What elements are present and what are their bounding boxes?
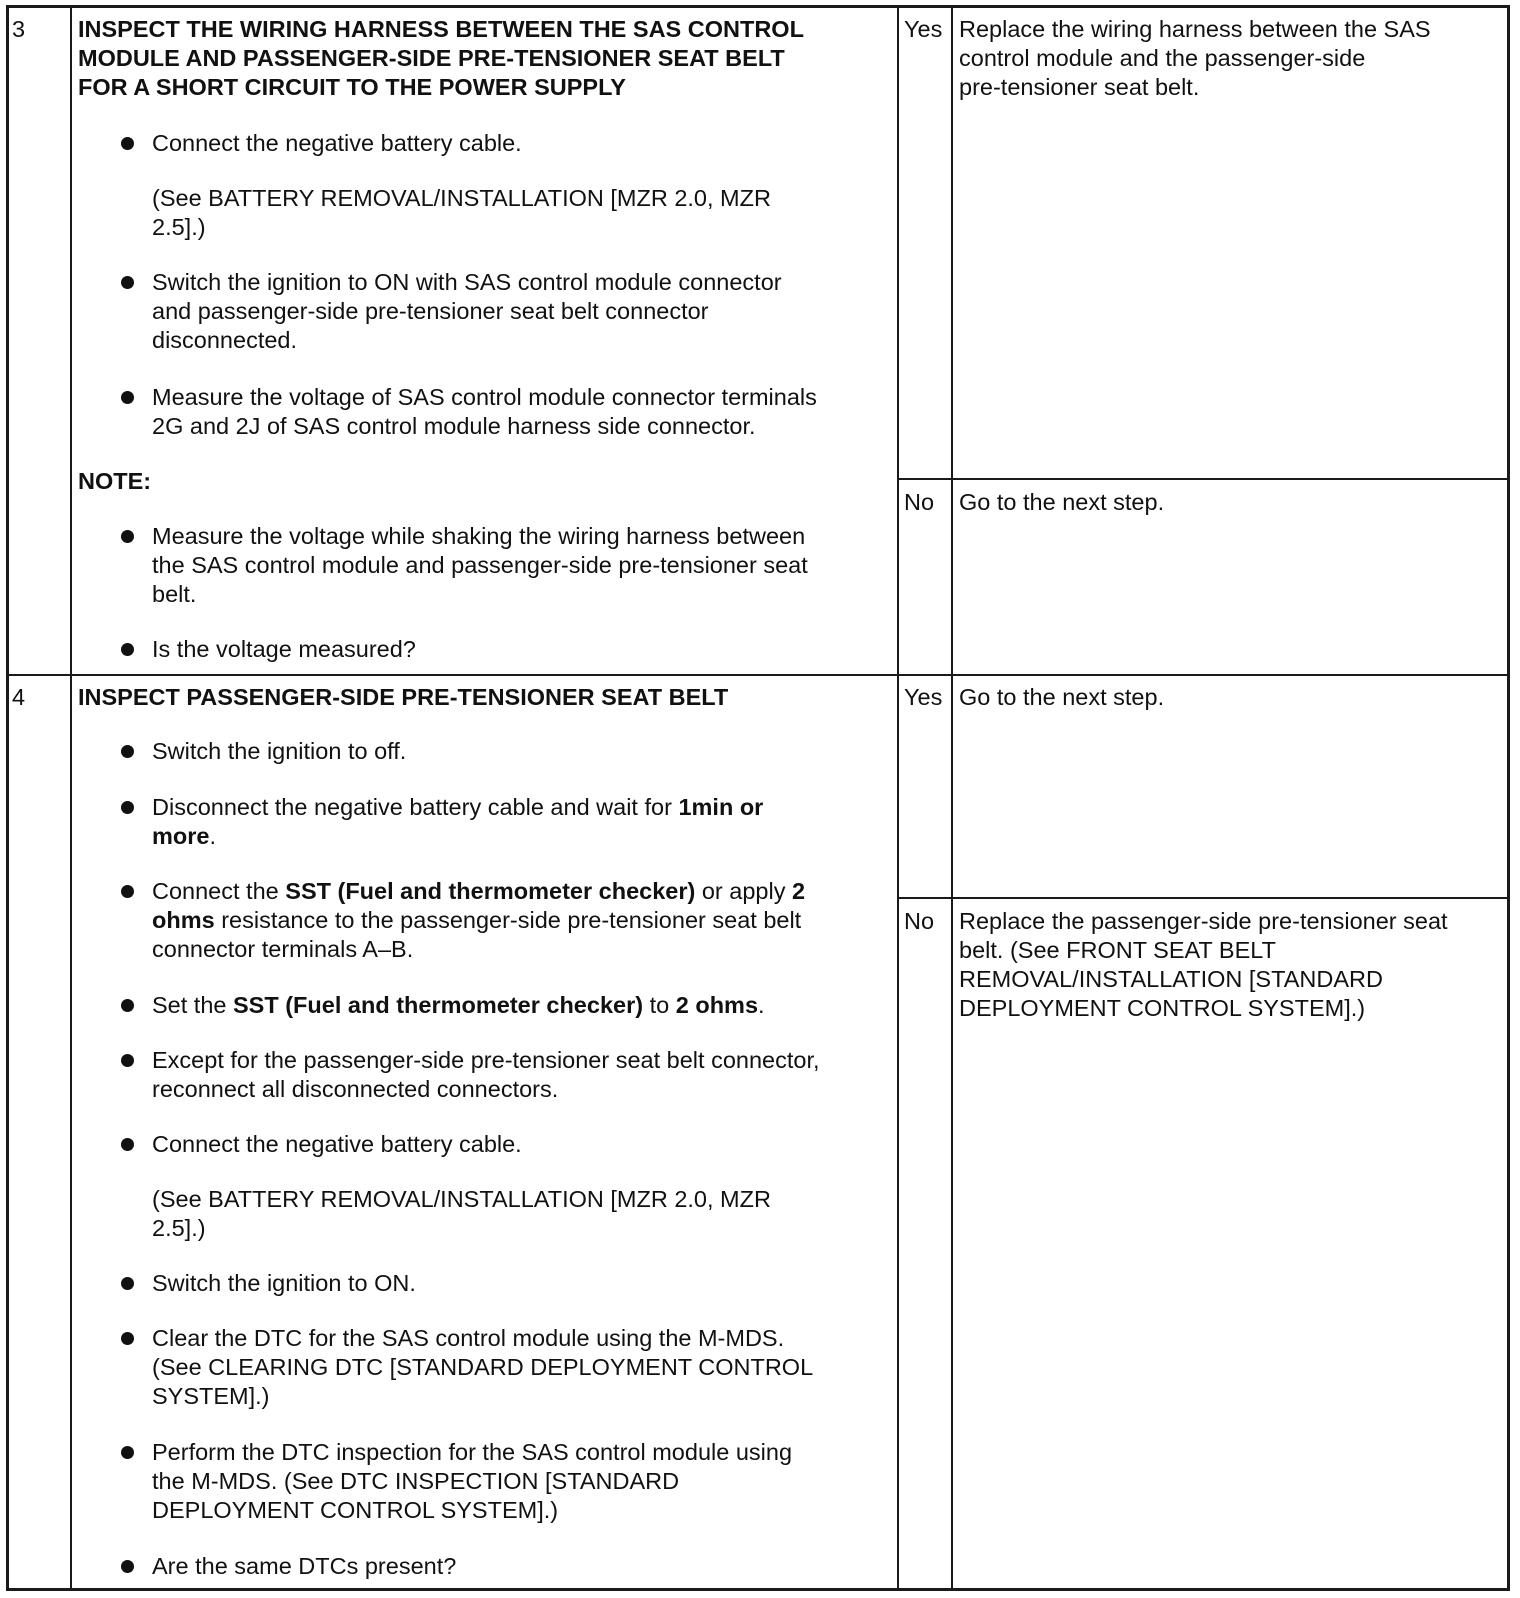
list-item [152,822,216,852]
yes-action: pre-tensioner seat belt. [959,74,1200,100]
no-label: No [904,908,935,934]
text-run-bold: more [152,823,210,849]
row-divider [898,478,1509,480]
list-item: Except for the passenger-side pre-tensioner seat belt connector, [152,1047,820,1073]
no-action: belt. (See FRONT SEAT BELT [959,937,1276,963]
bullet-icon [121,1054,134,1067]
bullet-icon [121,999,134,1012]
column-divider [70,6,72,1590]
list-item: disconnected. [152,327,298,353]
yes-action: Replace the wiring harness between the SAS [959,16,1431,42]
list-item: 2G and 2J of SAS control module harness side connector. [152,413,756,439]
list-item: Perform the DTC inspection for the SAS control module using [152,1439,793,1465]
reference-text: (See BATTERY REMOVAL/INSTALLATION [MZR 2.0, MZR [152,185,771,211]
column-divider [897,6,899,1590]
row-divider [898,897,1509,899]
column-divider [951,6,953,1590]
text-run-bold: SST (Fuel and thermometer checker) [233,992,644,1018]
no-action: Replace the passenger-side pre-tensioner seat [959,908,1448,934]
bullet-icon [121,801,134,814]
bullet-icon [121,1277,134,1290]
text-run: Set the [152,992,233,1018]
text-run: or apply [695,878,792,904]
question-item: Is the voltage measured? [152,636,416,662]
bullet-icon [121,885,134,898]
no-action: DEPLOYMENT CONTROL SYSTEM].) [959,995,1366,1021]
step-title: FOR A SHORT CIRCUIT TO THE POWER SUPPLY [78,74,626,100]
bullet-icon [121,1138,134,1151]
list-item: (See CLEARING DTC [STANDARD DEPLOYMENT CONTROL [152,1354,814,1380]
yes-label: Yes [904,16,943,42]
list-item [152,991,765,1021]
list-item: Connect the negative battery cable. [152,1131,522,1157]
list-item: Switch the ignition to ON with SAS control module connector [152,269,782,295]
list-item: Clear the DTC for the SAS control module using the M-MDS. [152,1325,785,1351]
text-run: resistance to the passenger-side pre-tensioner seat belt [214,907,802,933]
text-run: to [643,992,676,1018]
reference-text: (See BATTERY REMOVAL/INSTALLATION [MZR 2.0, MZR [152,1186,771,1212]
list-item: the SAS control module and passenger-side pre-tensioner seat [152,552,808,578]
bullet-icon [121,745,134,758]
text-run: Disconnect the negative battery cable and wait for [152,794,679,820]
list-item: Connect the negative battery cable. [152,130,522,156]
list-item: connector terminals A–B. [152,936,414,962]
text-run: . [209,823,216,849]
list-item: Measure the voltage of SAS control module connector terminals [152,384,817,410]
list-item [152,793,763,823]
step-title: INSPECT THE WIRING HARNESS BETWEEN THE SAS CONTROL [78,16,804,42]
no-action: Go to the next step. [959,489,1165,515]
list-item: belt. [152,581,197,607]
bullet-icon [121,1560,134,1573]
list-item: and passenger-side pre-tensioner seat belt connector [152,298,709,324]
step-title: MODULE AND PASSENGER-SIDE PRE-TENSIONER SEAT BELT [78,45,785,71]
list-item: DEPLOYMENT CONTROL SYSTEM].) [152,1497,559,1523]
bullet-icon [121,643,134,656]
note-label: NOTE: [78,468,152,494]
text-run: . [758,992,765,1018]
text-run-bold: SST (Fuel and thermometer checker) [285,878,696,904]
list-item: the M-MDS. (See DTC INSPECTION [STANDARD [152,1468,680,1494]
yes-label: Yes [904,684,943,710]
text-run: Connect the [152,878,286,904]
step-title: INSPECT PASSENGER-SIDE PRE-TENSIONER SEAT BELT [78,684,729,710]
question-item: Are the same DTCs present? [152,1553,457,1579]
yes-action: Go to the next step. [959,684,1165,710]
reference-text: 2.5].) [152,214,206,240]
step-number: 3 [12,16,26,42]
bullet-icon [121,1446,134,1459]
text-run-bold: 1min or [678,794,764,820]
no-action: REMOVAL/INSTALLATION [STANDARD [959,966,1383,992]
text-run-bold: 2 ohms [675,992,759,1018]
list-item [152,877,805,907]
bullet-icon [121,1332,134,1345]
list-item: reconnect all disconnected connectors. [152,1076,559,1102]
list-item: Switch the ignition to ON. [152,1270,416,1296]
list-item: SYSTEM].) [152,1383,270,1409]
bullet-icon [121,276,134,289]
row-divider [7,674,1509,676]
bullet-icon [121,137,134,150]
text-run-bold: ohms [152,907,215,933]
reference-text: 2.5].) [152,1215,206,1241]
bullet-icon [121,391,134,404]
bullet-icon [121,530,134,543]
yes-action: control module and the passenger-side [959,45,1366,71]
list-item: Switch the ignition to off. [152,738,407,764]
list-item: Measure the voltage while shaking the wiring harness between [152,523,806,549]
no-label: No [904,489,935,515]
text-run-bold: 2 [792,878,806,904]
step-number: 4 [12,684,26,710]
list-item [152,906,801,936]
